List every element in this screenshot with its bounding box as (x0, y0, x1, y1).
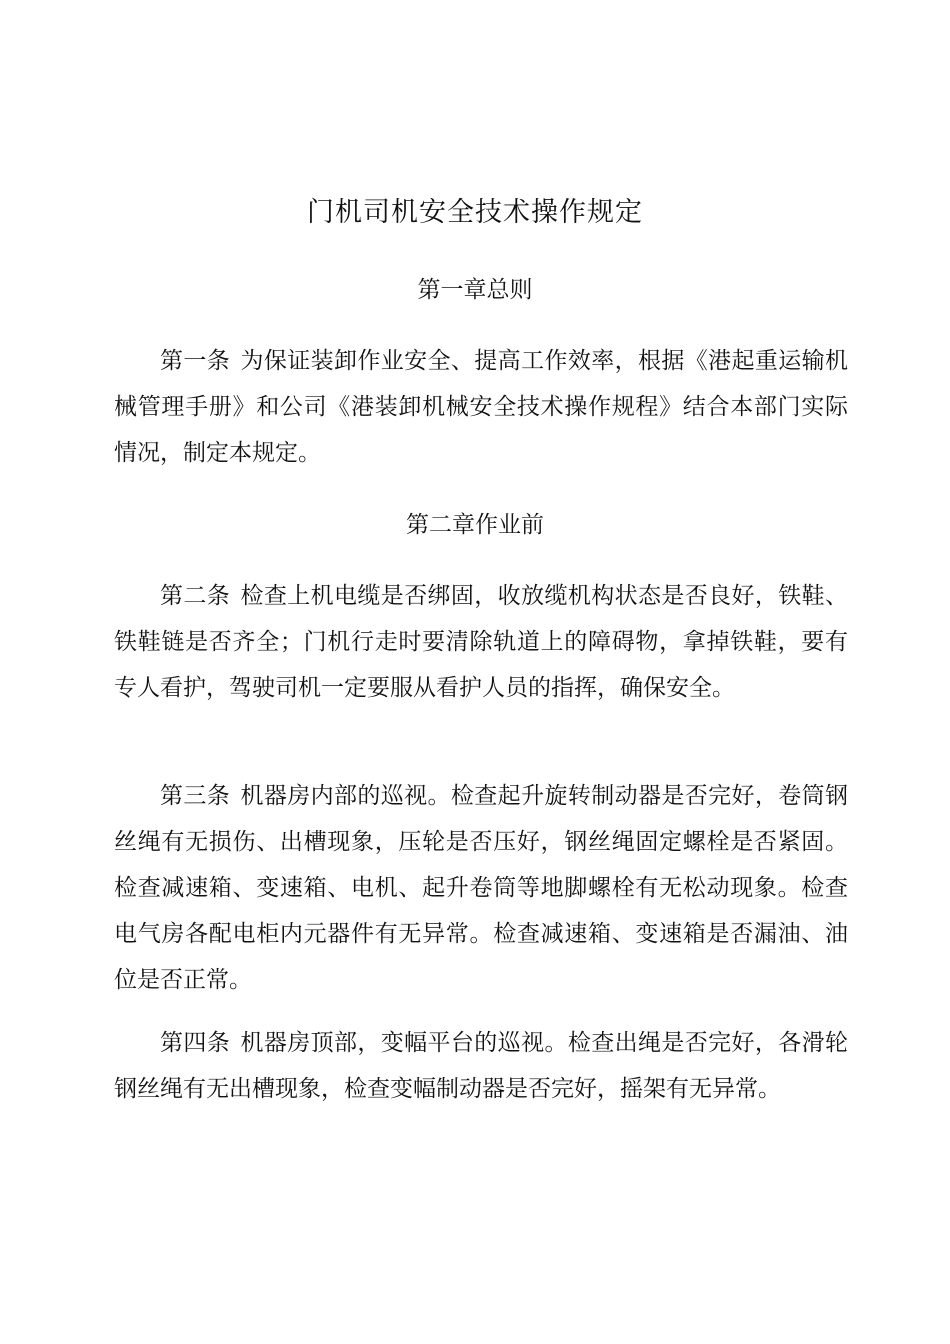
article-text: 机器房内部的巡视。检查起升旋转制动器是否完好，卷筒钢丝绳有无损伤、出槽现象，压轮是否压好，钢丝绳固定螺栓是否紧固。检查减速箱、变速箱、电机、起升卷筒等地脚螺栓有无松动现象。检查电气房各配电柜内元器件有无异常。检查减速箱、变速箱是否漏油、油位是否正常。 (114, 783, 849, 993)
article-4 (114, 1020, 848, 1112)
article-text: 为保证装卸作业安全、提高工作效率，根据《港起重运输机械管理手册》和公司《港装卸机械安全技术操作规程》结合本部门实际情况，制定本规定。 (114, 348, 849, 466)
article-number: 第二条 (160, 583, 231, 609)
article-number: 第三条 (160, 783, 231, 809)
article-1 (114, 338, 848, 476)
article-3 (114, 773, 848, 1003)
article-number: 第四条 (160, 1030, 231, 1056)
article-text: 检查上机电缆是否绑固，收放缆机构状态是否良好，铁鞋、铁鞋链是否齐全；门机行走时要清除轨道上的障碍物，拿掉铁鞋，要有专人看护，驾驶司机一定要服从看护人员的指挥，确保安全。 (114, 583, 849, 701)
article-text: 机器房顶部，变幅平台的巡视。检查出绳是否完好，各滑轮钢丝绳有无出槽现象，检查变幅制动器是否完好，摇架有无异常。 (114, 1030, 849, 1102)
document-title: 门机司机安全技术操作规定 (307, 197, 643, 228)
chapter-heading-before-work: 第二章作业前 (406, 512, 544, 538)
article-number: 第一条 (160, 348, 231, 374)
chapter-heading-general: 第一章总则 (417, 277, 533, 303)
article-2 (114, 573, 848, 711)
